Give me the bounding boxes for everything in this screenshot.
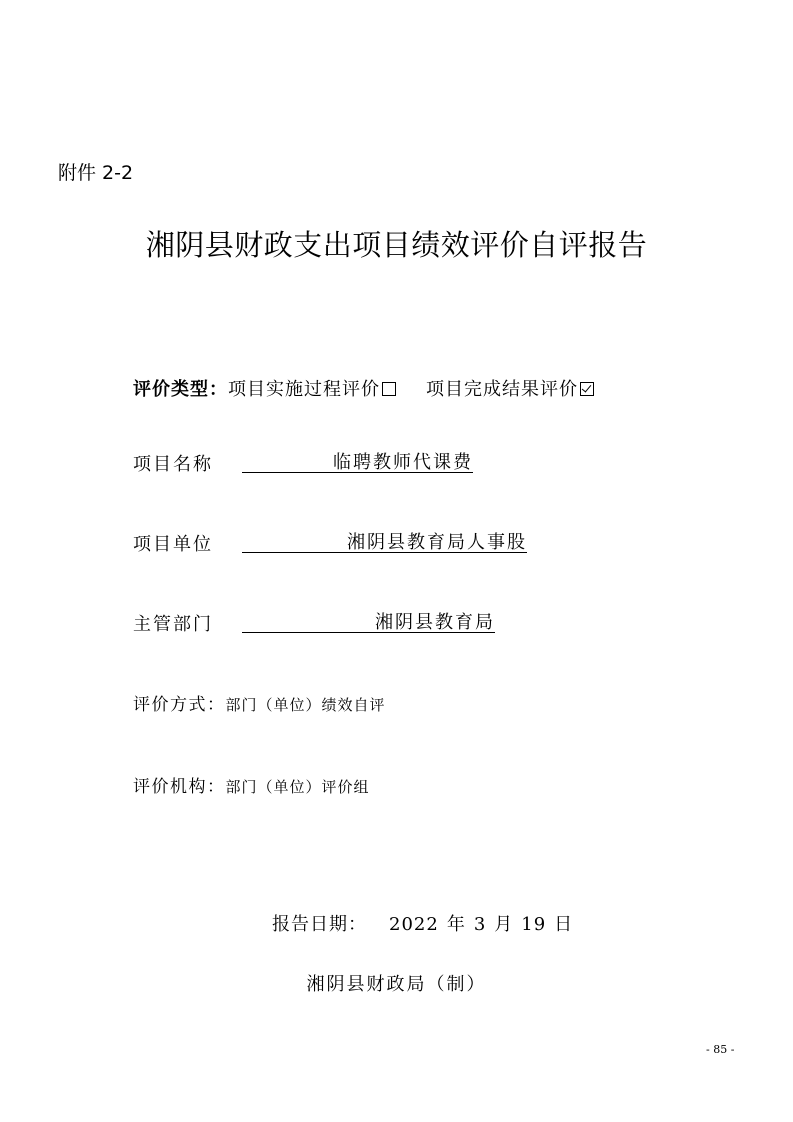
project-unit-field (242, 528, 527, 553)
result-checkbox[interactable] (580, 382, 594, 396)
report-title: 湘阴县财政支出项目绩效评价自评报告 (145, 228, 648, 262)
report-year: 2022 (389, 914, 439, 935)
option-result-label: 项目完成结果评价 (426, 379, 578, 400)
competent-dept-field (242, 608, 495, 633)
project-unit-value: 湘阴县教育局人事股 (347, 532, 527, 553)
project-name-field (242, 448, 473, 473)
evaluation-type-label: 评价类型： (133, 379, 228, 400)
evaluation-org-row (133, 772, 370, 797)
evaluation-method-label: 评价方式： (133, 695, 226, 715)
maker-label: 湘阴县财政局（制） (306, 974, 487, 995)
process-checkbox[interactable] (382, 382, 396, 396)
option-process-label: 项目实施过程评价 (228, 379, 380, 400)
report-date-row (272, 910, 573, 936)
evaluation-type-row (133, 375, 594, 401)
evaluation-method-row (133, 690, 386, 715)
project-name-value: 临聘教师代课费 (333, 452, 473, 473)
attachment-label: 附件 2-2 (58, 162, 134, 184)
competent-dept-value: 湘阴县教育局 (375, 612, 495, 633)
report-day-unit: 日 (554, 914, 574, 935)
report-year-unit: 年 (446, 914, 466, 935)
competent-dept-label: 主管部门 (133, 614, 213, 635)
evaluation-org-value: 部门（单位）评价组 (225, 778, 370, 796)
project-name-label: 项目名称 (133, 454, 213, 475)
report-month-unit: 月 (494, 914, 514, 935)
project-unit-label: 项目单位 (133, 534, 213, 555)
report-month: 3 (473, 914, 487, 935)
page-number: - 85 - (706, 1043, 735, 1056)
report-day: 19 (521, 914, 547, 935)
report-date-label: 报告日期： (272, 914, 367, 935)
evaluation-method-value: 部门（单位）绩效自评 (225, 696, 386, 714)
evaluation-org-label: 评价机构： (133, 777, 226, 797)
